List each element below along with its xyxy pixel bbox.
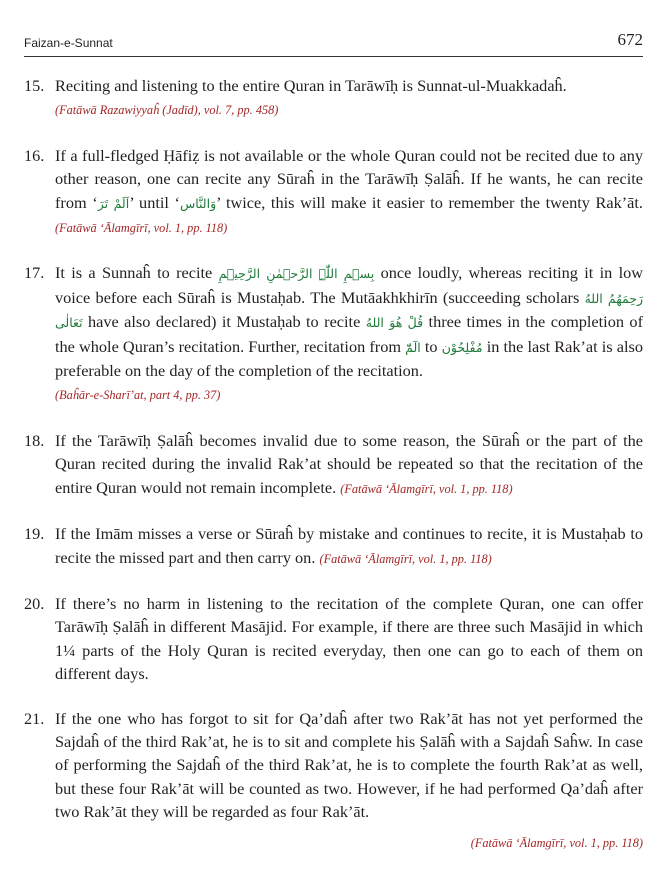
item-number: 17. xyxy=(24,263,45,283)
page-header xyxy=(24,30,643,57)
text-run: If there’s no harm in listening to the recitation of the complete Quran, one can offer Tarāwīḥ Ṣalāĥ in different Masājid. For example, if there are three such Masājid in which 1¼ parts of the Holy Quran is recited everyday, then one can go to each of them on different days. xyxy=(55,593,643,684)
list-item-15 xyxy=(24,74,643,123)
arabic-text: رَحِمَهُمُ اللهُ تَعَالٰى xyxy=(55,290,643,331)
arabic-text: مُفْلِحُوْن xyxy=(441,339,483,355)
item-number: 19. xyxy=(24,524,45,544)
citation: (Fatāwā ‘Ālamgīrī, vol. 1, pp. 118) xyxy=(319,551,492,566)
arabic-text: وَالنَّاس xyxy=(179,195,217,211)
list-item-18 xyxy=(24,429,643,501)
list-item-17 xyxy=(24,261,643,407)
arabic-text: الٓمّٓ xyxy=(405,339,421,355)
list-item-19 xyxy=(24,522,643,571)
citation: (Baĥār-e-Sharī’at, part 4, pp. 37) xyxy=(55,388,221,403)
list-item-20 xyxy=(24,592,643,686)
item-number: 21. xyxy=(24,708,45,728)
list-item-16 xyxy=(24,144,643,241)
rules-list xyxy=(24,74,643,876)
list-item-21 xyxy=(24,707,643,855)
text-run: in the last Rak’at is also preferable on the day of the completion of the recitation. xyxy=(55,336,643,381)
text-run: It is a Sunnaĥ to recite xyxy=(55,263,219,283)
item-text xyxy=(55,592,643,686)
citation: (Fatāwā ‘Ālamgīrī, vol. 1, pp. 118) xyxy=(340,481,513,496)
item-text xyxy=(55,522,643,571)
citation: (Fatāwā Razawiyyaĥ (Jadīd), vol. 7, pp. 458) xyxy=(55,103,279,118)
text-run: have also declared) it Mustaḥab to recite xyxy=(82,312,366,332)
item-number: 20. xyxy=(24,593,45,613)
text-run: three times in the completion of the whole Quran’s recitation. Further, recitation from xyxy=(55,312,643,356)
text-run: If the one who has forgot to sit for Qa’daĥ after two Rak’āt has not yet performed the Sajdaĥ of the third Rak’at, he is to sit and complete his Ṣalāĥ with a Sajdaĥ Saĥw. In case of performing the Sajdaĥ of the third Rak’at, he is to complete the fourth Rak’at as well, but these four Rak’āt will be counted as two. However, if he had performed Qa’daĥ after two Rak’āt they will be regarded as four Rak’āt. xyxy=(55,708,643,822)
text-run: If the Imām misses a verse or Sūraĥ by mistake and continues to recite, it is Mustaḥab to recite the missed part and then carry on. xyxy=(55,524,643,567)
text-run: ’ until ‘ xyxy=(129,192,180,212)
citation: (Fatāwā ‘Ālamgīrī, vol. 1, pp. 118) xyxy=(55,221,228,236)
arabic-text: بِسۡمِ اللّٰہِ الرَّحۡمٰنِ الرَّحِیۡمِ xyxy=(218,266,375,282)
item-number: 15. xyxy=(24,76,45,95)
item-text xyxy=(55,261,643,407)
item-text xyxy=(55,144,643,241)
text-run: If a full-fledged Ḥāfiẓ is not available or the whole Quran could not be recited due to any other reason, one can recite any Sūraĥ in the Tarāwīḥ Ṣalāĥ. If he wants, he can recite from ‘ xyxy=(55,145,643,212)
item-text xyxy=(55,74,643,123)
text-run: once loudly, whereas reciting it in low voice before each Sūraĥ is Mustaḥab. The Mutāakhkhirīn (succeeding scholars xyxy=(55,263,643,307)
page-number: 672 xyxy=(617,30,643,49)
text-run: to xyxy=(420,336,442,356)
arabic-text: اَلَمْ تَرَ xyxy=(97,195,130,211)
book-title: Faizan-e-Sunnat xyxy=(24,36,113,50)
item-number: 16. xyxy=(24,145,45,165)
citation: (Fatāwā ‘Ālamgīrī, vol. 1, pp. 118) xyxy=(470,835,643,850)
text-run: Reciting and listening to the entire Quran in Tarāwīḥ is Sunnat-ul-Muakkadaĥ. xyxy=(55,76,567,95)
text-run: ’ twice, this will make it easier to remember the twenty Rak’āt. xyxy=(216,192,644,212)
item-number: 18. xyxy=(24,430,45,450)
text-run: If the Tarāwīḥ Ṣalāĥ becomes invalid due to some reason, the Sūraĥ or the part of the Quran recited during the invalid Rak’at should be repeated so that the recitation of the entire Quran would not remain incomplete. xyxy=(55,430,643,497)
arabic-text: قُلْ هُوَ اللهُ xyxy=(365,315,424,331)
item-text xyxy=(55,429,643,501)
item-text xyxy=(55,707,643,855)
